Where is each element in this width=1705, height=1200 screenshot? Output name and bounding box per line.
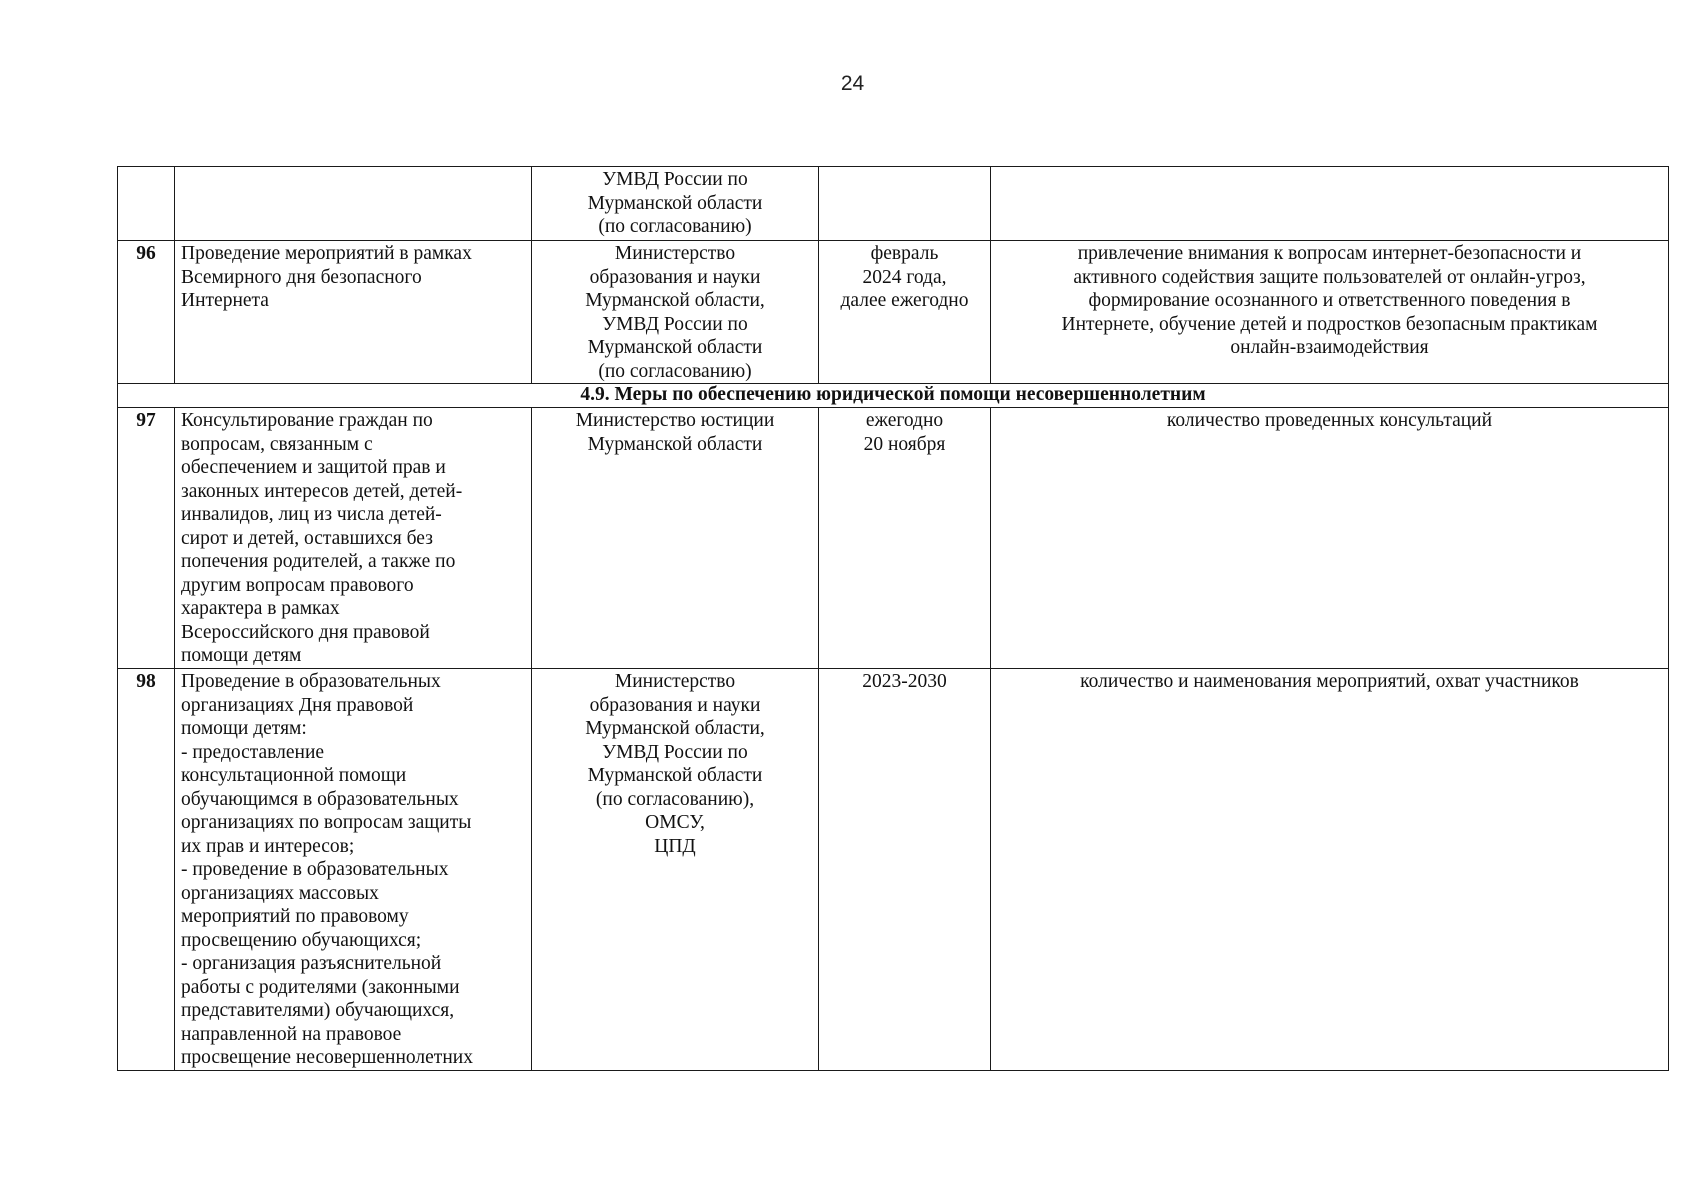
executors-line: Мурманской области, bbox=[585, 718, 765, 739]
activity-line: - организация разъяснительной bbox=[181, 953, 442, 974]
result-cell bbox=[991, 408, 1669, 669]
result-cell bbox=[991, 241, 1669, 384]
result-line: Интернете, обучение детей и подростков безопасным практикам bbox=[1061, 313, 1598, 335]
term-cell bbox=[819, 669, 991, 1071]
term-line: 20 ноября bbox=[863, 433, 946, 455]
activity-line: Всемирного дня безопасного bbox=[181, 266, 422, 288]
executors-line: Мурманской области bbox=[587, 337, 763, 358]
activity-line: консультационной помощи bbox=[181, 765, 407, 786]
activity-line: - проведение в образовательных bbox=[181, 859, 449, 880]
term-cell bbox=[819, 167, 991, 241]
executors-line: образования и науки bbox=[589, 266, 761, 288]
executors-cell bbox=[532, 241, 819, 384]
executors-cell bbox=[532, 167, 819, 241]
executors-line: УМВД России по bbox=[602, 169, 748, 190]
section-title: 4.9. Меры по обеспечению юридической помощи несовершеннолетним bbox=[118, 384, 1669, 408]
activity-cell bbox=[175, 241, 532, 384]
activity-line: Консультирование граждан по bbox=[181, 410, 433, 431]
activity-line: представителями) обучающихся, bbox=[181, 1000, 455, 1021]
activity-line: обеспечением и защитой прав и bbox=[181, 457, 446, 478]
table-row bbox=[118, 408, 1669, 669]
activity-line: просвещению обучающихся; bbox=[181, 929, 422, 951]
activity-line: инвалидов, лиц из числа детей- bbox=[181, 504, 442, 525]
executors-line: образования и науки bbox=[589, 694, 761, 716]
measures-table bbox=[117, 166, 1669, 1071]
activity-cell bbox=[175, 167, 532, 241]
activity-line: обучающимся в образовательных bbox=[181, 788, 459, 810]
executors-line: (по согласованию), bbox=[595, 788, 755, 810]
activity-line: просвещение несовершеннолетних bbox=[181, 1047, 473, 1068]
activity-line: мероприятий по правовому bbox=[181, 906, 409, 927]
executors-line: ОМСУ, bbox=[645, 812, 705, 833]
result-line: привлечение внимания к вопросам интернет-безопасности и bbox=[1077, 243, 1582, 264]
activity-line: организациях по вопросам защиты bbox=[181, 812, 472, 833]
term-cell bbox=[819, 241, 991, 384]
table-row bbox=[118, 669, 1669, 1071]
table-row bbox=[118, 241, 1669, 384]
activity-line: другим вопросам правового bbox=[181, 574, 414, 596]
result-line: формирование осознанного и ответственного поведения в bbox=[1088, 290, 1571, 311]
activity-line: законных интересов детей, детей- bbox=[181, 480, 463, 502]
activity-line: помощи детям: bbox=[181, 718, 307, 739]
activity-line: Интернета bbox=[181, 290, 269, 311]
row-number-cell: 98 bbox=[118, 669, 175, 1071]
result-cell bbox=[991, 167, 1669, 241]
activity-line: их прав и интересов; bbox=[181, 835, 355, 857]
activity-cell bbox=[175, 408, 532, 669]
result-line: количество и наименования мероприятий, охват участников bbox=[1080, 671, 1579, 692]
activity-line: характера в рамках bbox=[181, 598, 340, 619]
activity-line: Проведение мероприятий в рамках bbox=[181, 243, 472, 264]
activity-cell bbox=[175, 669, 532, 1071]
term-line: февраль bbox=[870, 243, 939, 264]
result-line: количество проведенных консультаций bbox=[1166, 410, 1493, 431]
activity-line: попечения родителей, а также по bbox=[181, 551, 456, 572]
term-line: далее ежегодно bbox=[840, 290, 969, 311]
term-line: ежегодно bbox=[865, 410, 944, 431]
executors-cell bbox=[532, 408, 819, 669]
activity-line: вопросам, связанным с bbox=[181, 433, 373, 455]
executors-line: Мурманской области, bbox=[585, 290, 765, 311]
activity-line: организациях Дня правовой bbox=[181, 694, 414, 716]
section-header-row bbox=[118, 384, 1669, 408]
activity-line: - предоставление bbox=[181, 741, 325, 763]
row-number-cell: 96 bbox=[118, 241, 175, 384]
activity-line: Проведение в образовательных bbox=[181, 671, 441, 692]
executors-line: Министерство bbox=[614, 671, 736, 692]
executors-line: ЦПД bbox=[654, 835, 696, 857]
activity-line: Всероссийского дня правовой bbox=[181, 621, 430, 643]
row-number-cell bbox=[118, 167, 175, 241]
row-number-cell: 97 bbox=[118, 408, 175, 669]
executors-line: УМВД России по bbox=[602, 313, 748, 335]
executors-line: Министерство юстиции bbox=[575, 410, 775, 431]
table-row bbox=[118, 167, 1669, 241]
activity-line: организациях массовых bbox=[181, 882, 379, 904]
activity-line: работы с родителями (законными bbox=[181, 976, 460, 998]
executors-line: Мурманской области bbox=[587, 765, 763, 786]
result-line: онлайн-взаимодействия bbox=[1230, 337, 1429, 358]
result-line: активного содействия защите пользователей от онлайн-угроз, bbox=[1073, 266, 1586, 288]
term-line: 2024 года, bbox=[862, 266, 947, 288]
activity-line: направленной на правовое bbox=[181, 1023, 402, 1045]
result-cell bbox=[991, 669, 1669, 1071]
executors-cell bbox=[532, 669, 819, 1071]
term-line: 2023-2030 bbox=[862, 671, 947, 692]
executors-line: Министерство bbox=[614, 243, 736, 264]
page-number: 24 bbox=[840, 72, 865, 95]
activity-line: помощи детям bbox=[181, 645, 302, 666]
executors-line: Мурманской области bbox=[587, 433, 763, 455]
executors-line: (по согласованию) bbox=[598, 216, 752, 237]
executors-line: Мурманской области bbox=[587, 192, 763, 214]
executors-line: УМВД России по bbox=[602, 741, 748, 763]
executors-line: (по согласованию) bbox=[598, 360, 752, 382]
term-cell bbox=[819, 408, 991, 669]
activity-line: сирот и детей, оставшихся без bbox=[181, 527, 433, 549]
